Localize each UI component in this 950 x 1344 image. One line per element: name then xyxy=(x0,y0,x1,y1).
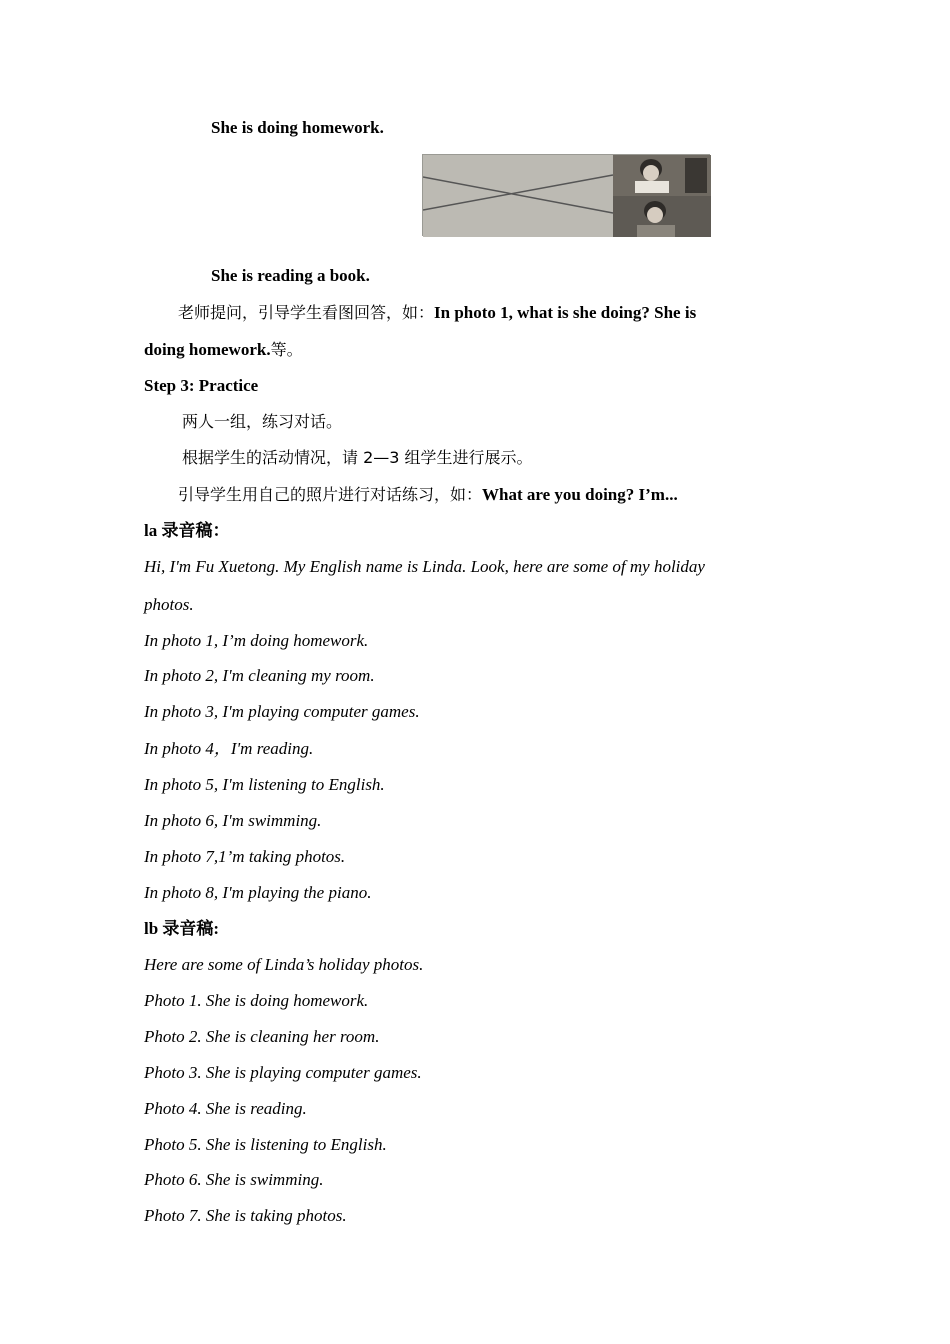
teacher-note-example-cont: doing homework. xyxy=(144,340,271,359)
script-1a-line: In photo 5, I'm listening to English. xyxy=(144,775,385,794)
matching-photo xyxy=(422,154,710,236)
script-1a-line: In photo 4，I'm reading. xyxy=(144,739,314,758)
teacher-note-example: In photo 1, what is she doing? She is xyxy=(434,303,697,322)
script-1b-intro: Here are some of Linda’s holiday photos. xyxy=(144,955,424,974)
caption-bottom: She is reading a book. xyxy=(211,266,370,285)
caption-top: She is doing homework. xyxy=(211,118,384,137)
script-1a-line: In photo 6, I'm swimming. xyxy=(144,811,322,830)
teacher-note-cn: 老师提问，引导学生看图回答，如： xyxy=(178,303,435,322)
matching-photo-image xyxy=(423,155,711,237)
script-1b-line: Photo 4. She is reading. xyxy=(144,1099,307,1118)
script-1a-heading: la 录音稿： xyxy=(144,521,230,540)
script-1b-line: Photo 7. She is taking photos. xyxy=(144,1206,347,1225)
script-1b-line: Photo 1. She is doing homework. xyxy=(144,991,369,1010)
script-1b-line: Photo 2. She is cleaning her room. xyxy=(144,1027,380,1046)
script-1b-line: Photo 5. She is listening to English. xyxy=(144,1135,387,1154)
teacher-note-tail: 等。 xyxy=(270,340,303,359)
own-photos-cn: 引导学生用自己的照片进行对话练习，如： xyxy=(178,485,483,504)
teacher-note-line2 xyxy=(144,339,303,361)
script-1a-line: In photo 3, I'm playing computer games. xyxy=(144,702,420,721)
script-1a-line: In photo 1, I’m doing homework. xyxy=(144,631,369,650)
script-1b-heading: lb 录音稿: xyxy=(144,919,220,938)
script-1b-line: Photo 6. She is swimming. xyxy=(144,1170,324,1189)
script-1a-intro-cont: photos. xyxy=(144,595,194,614)
pair-work-text: 两人一组，练习对话。 xyxy=(182,412,343,431)
step3-heading: Step 3: Practice xyxy=(144,376,259,395)
own-photos-example: What are you doing? I’m... xyxy=(482,485,678,504)
script-1b-line: Photo 3. She is playing computer games. xyxy=(144,1063,422,1082)
script-1a-line: In photo 2, I'm cleaning my room. xyxy=(144,666,375,685)
script-1a-line: In photo 8, I'm playing the piano. xyxy=(144,883,372,902)
teacher-note-line1 xyxy=(178,302,696,324)
script-1a-intro: Hi, I'm Fu Xuetong. My English name is Linda. Look, here are some of my holiday xyxy=(144,557,705,576)
script-1a-line: In photo 7,1’m taking photos. xyxy=(144,847,346,866)
show-groups-text: 根据学生的活动情况，请 2—3 组学生进行展示。 xyxy=(182,448,533,467)
own-photos-line xyxy=(178,484,678,506)
